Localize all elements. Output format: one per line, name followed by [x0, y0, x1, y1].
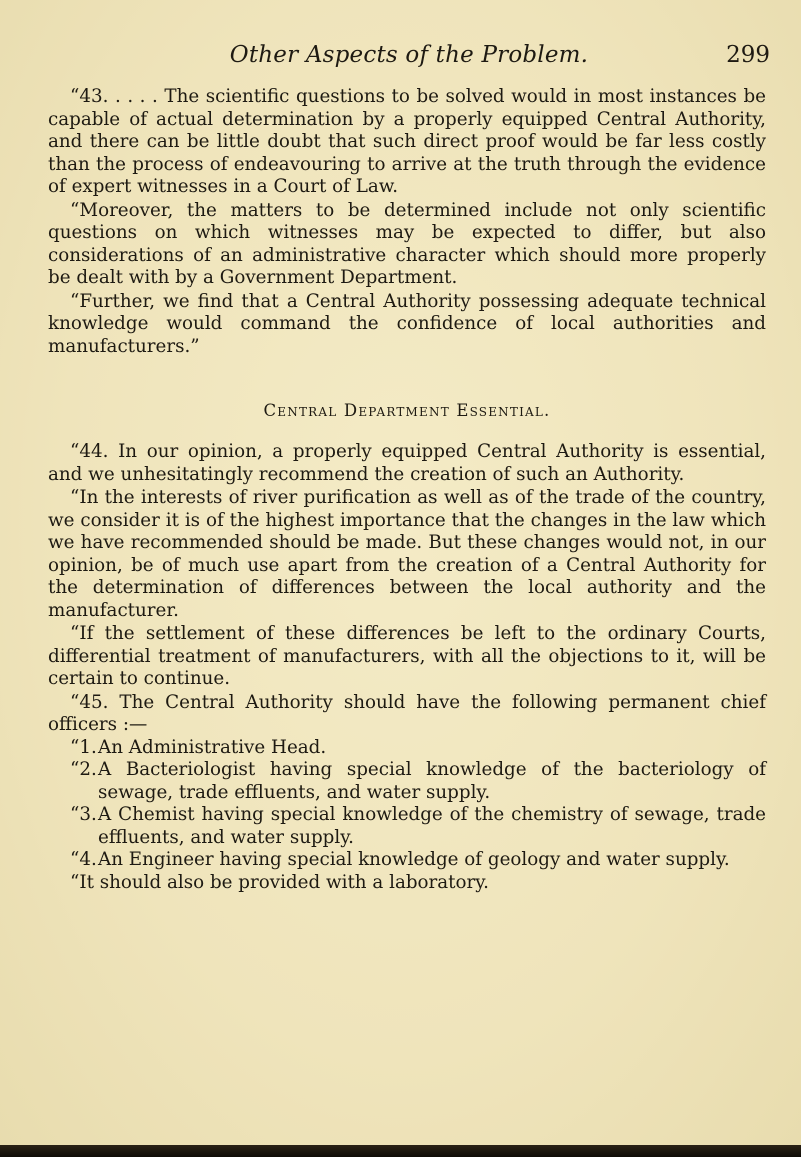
officer-list-item — [48, 737, 766, 760]
officer-number: “3. — [70, 804, 97, 825]
officer-text: A Chemist having special knowledge of the chemistry of sewage, trade effluents, and water supply. — [98, 804, 766, 848]
page-number: 299 — [726, 42, 770, 68]
paragraph-moreover: “Moreover, the matters to be determined include not only scientific questions on which witnesses may be expected to differ, but also considerations of an administrative character which should more properly be dealt with by a Government Department. — [48, 199, 766, 288]
paragraph-43: “43. . . . . The scientific questions to be solved would in most instances be capable of actual determination by a properly equipped Central Authority, and there can be little doubt that such direct proof would be far less costly than the process of endeavouring to arrive at the truth through the evidence of expert witnesses in a Court of Law. — [48, 86, 766, 197]
officer-number: “4. — [70, 849, 97, 870]
officer-number: “2. — [70, 759, 97, 780]
officer-text: An Engineer having special knowledge of geology and water supply. — [98, 849, 730, 870]
officer-number: “1. — [70, 736, 97, 758]
paragraph-interests: “In the interests of river purification as well as of the trade of the country, we consider it is of the highest importance that the changes in the law which we have recommended should be made. But these changes would not, in our opinion, be of much use apart from the creation of a Central Authority for the determination of differences between the local authority and the manufacturer. — [48, 487, 766, 621]
section-heading: Central Department Essential. — [263, 401, 551, 420]
page-header — [48, 40, 770, 80]
officer-list-item — [48, 759, 766, 804]
paragraph-44: “44. In our opinion, a properly equipped Central Authority is essential, and we unhesitatingly recommend the creation of such an Authority. — [48, 441, 766, 485]
body-text — [48, 86, 766, 894]
closing-paragraph: “It should also be provided with a laboratory. — [70, 871, 489, 893]
page-bottom-edge — [0, 1145, 801, 1157]
officer-list-item — [48, 849, 766, 872]
running-head: Other Aspects of the Problem. — [229, 42, 589, 68]
paragraph-further: “Further, we find that a Central Authority possessing adequate technical knowledge would command the confidence of local authorities and manufacturers.” — [48, 290, 766, 357]
paragraph-settlement: “If the settlement of these differences be left to the ordinary Courts, differential treatment of manufacturers, with all the objections to it, will be certain to continue. — [48, 623, 766, 689]
paragraph-45: “45. The Central Authority should have the following permanent chief officers :— — [48, 691, 766, 735]
officer-list-item — [48, 804, 766, 849]
officer-text: An Administrative Head. — [98, 736, 327, 758]
officer-text: A Bacteriologist having special knowledge of the bacteriology of sewage, trade effluents, and water supply. — [98, 759, 766, 803]
